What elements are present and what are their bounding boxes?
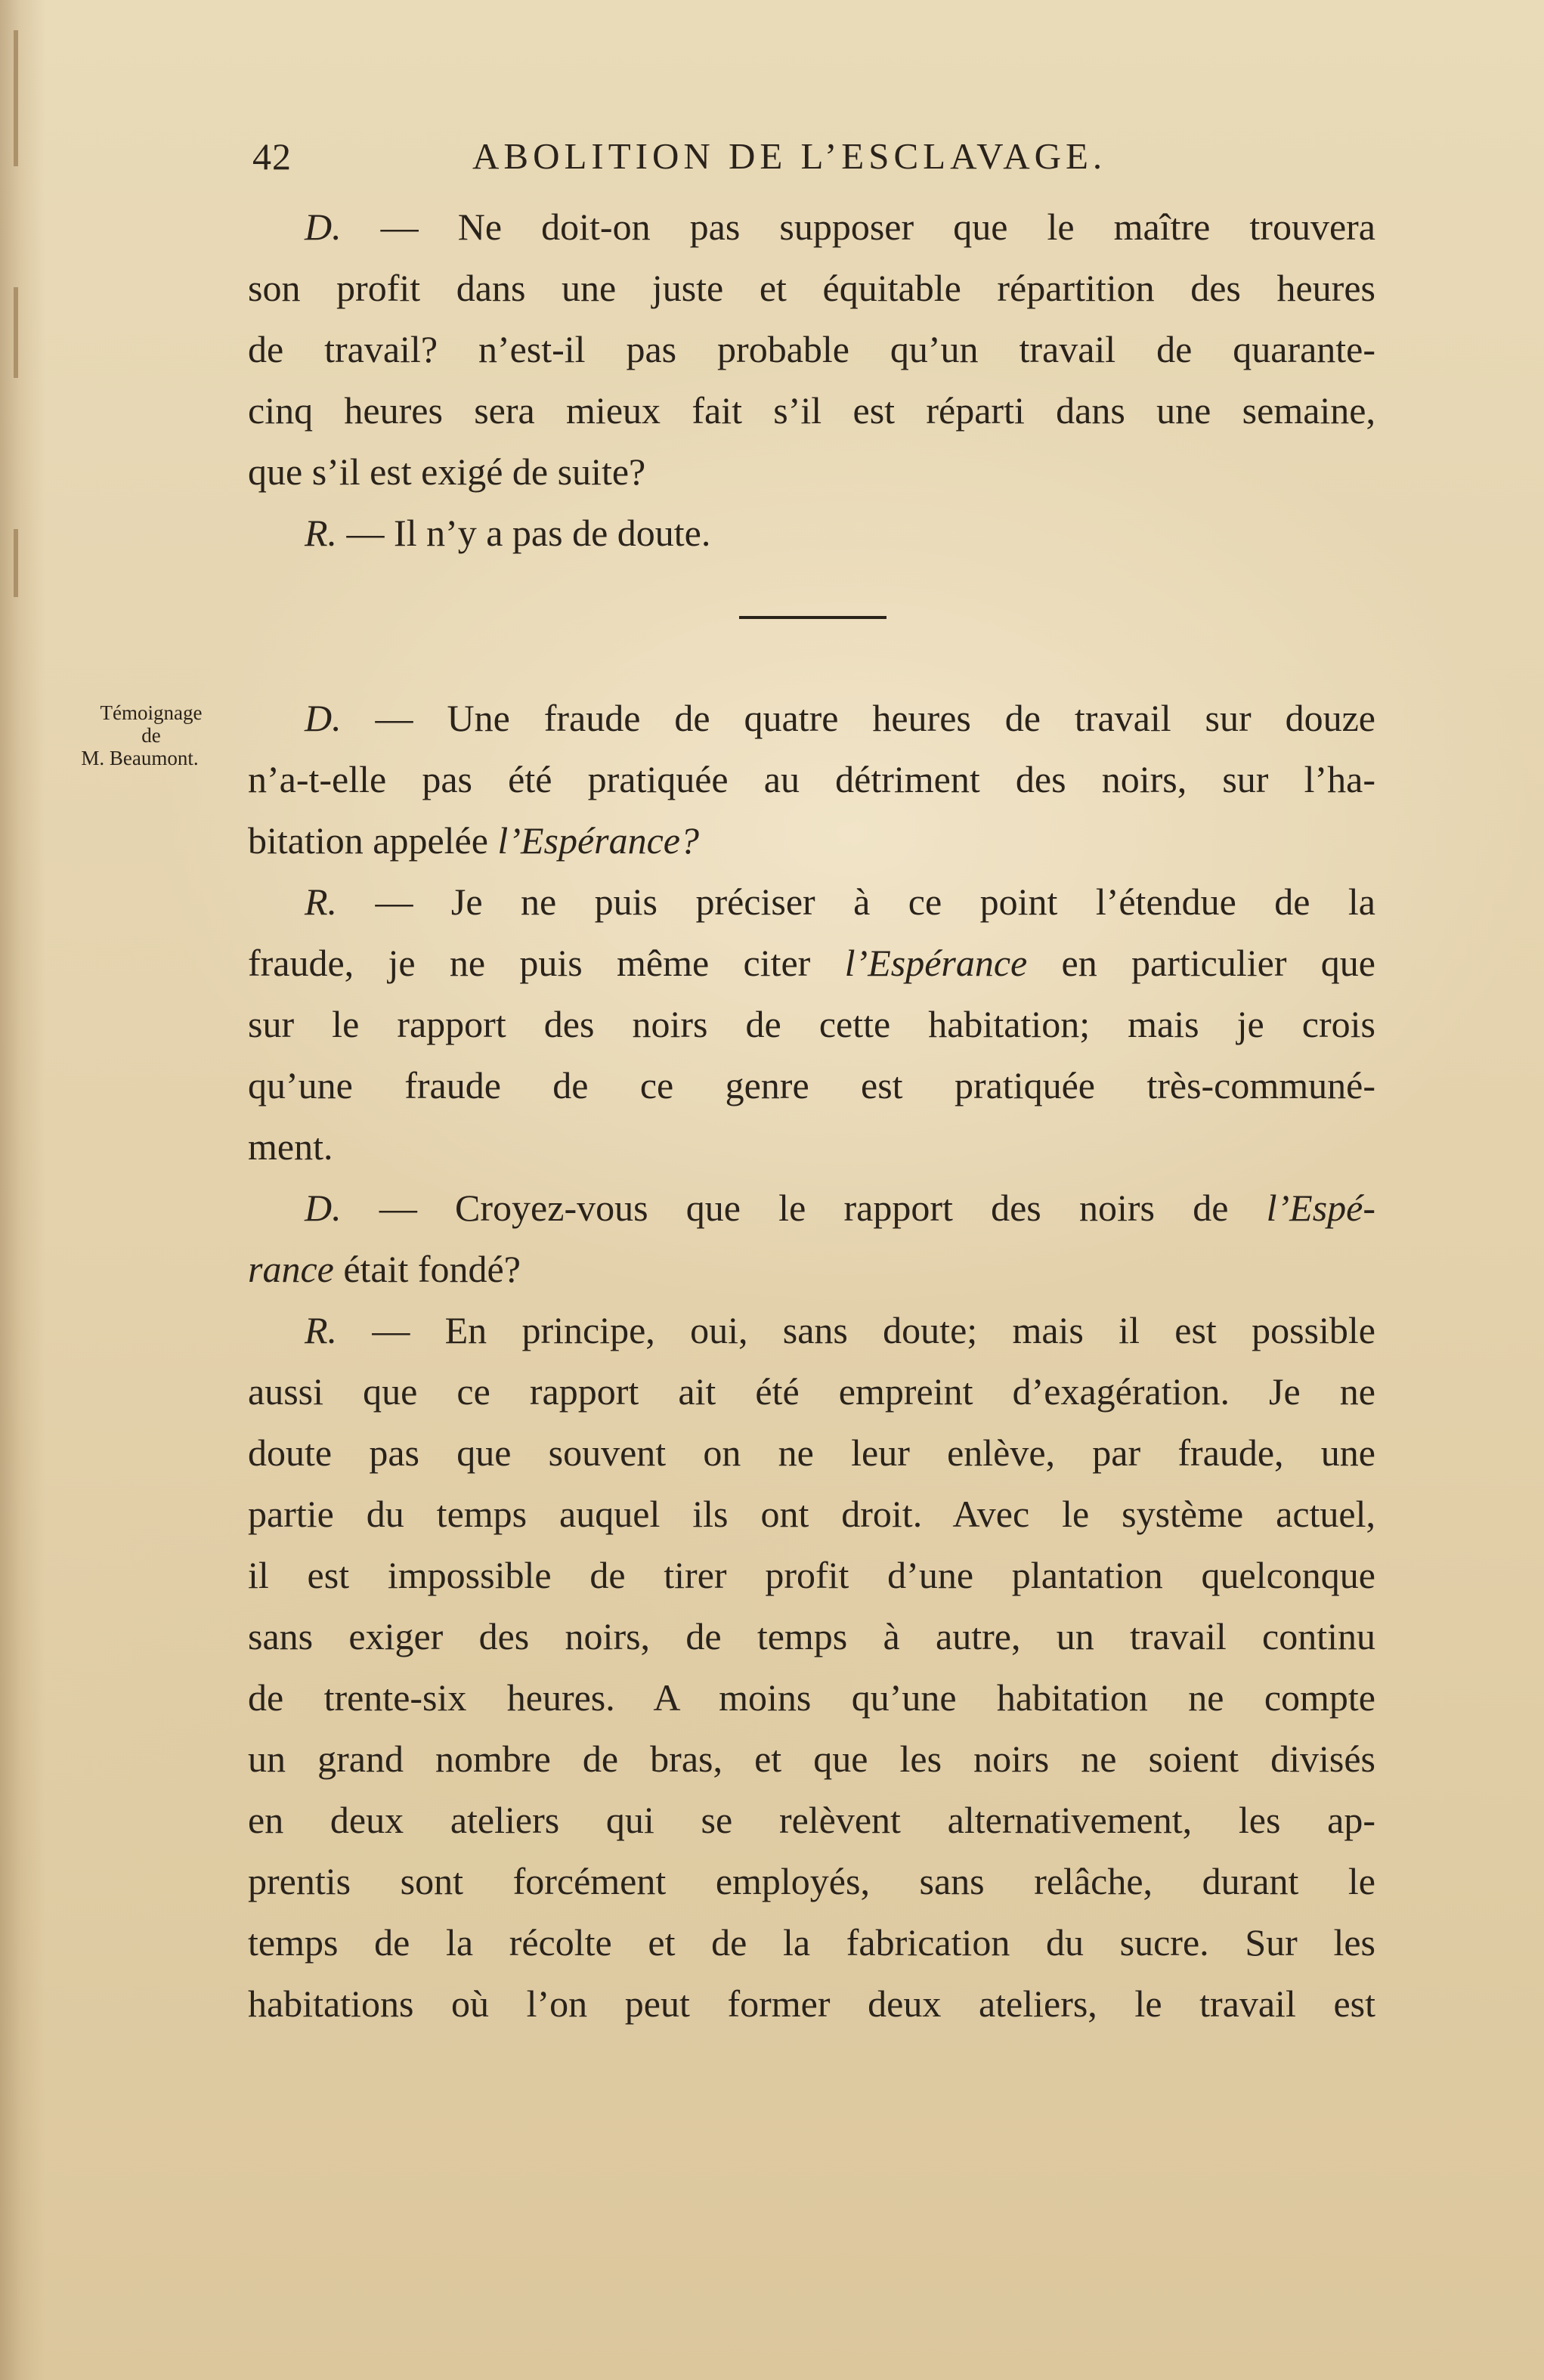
text-line: R. — En principe, oui, sans doute; mais il est possible <box>305 1309 1375 1351</box>
text-line: D. — Une fraude de quatre heures de travail sur douze <box>305 697 1375 739</box>
text-line: en deux ateliers qui se relèvent alternativement, les ap- <box>248 1799 1375 1841</box>
text-line: il est impossible de tirer profit d’une plantation quelconque <box>248 1554 1375 1596</box>
binding-mark <box>14 529 18 597</box>
section-1-text <box>248 197 1375 564</box>
text-line: R. — Je ne puis préciser à ce point l’étendue de la <box>305 881 1375 923</box>
text-line: fraude, je ne puis même citer l’Espérance en particulier que <box>248 942 1375 984</box>
text-line: de travail? n’est-il pas probable qu’un travail de quarante- <box>248 328 1375 370</box>
margin-note-line: de <box>141 724 161 747</box>
text-line: sur le rapport des noirs de cette habitation; mais je crois <box>248 1003 1375 1045</box>
running-title: ABOLITION DE L’ESCLAVAGE. <box>472 135 1107 177</box>
text-line: de trente-six heures. A moins qu’une habitation ne compte <box>248 1676 1375 1719</box>
section-2-text <box>248 688 1375 2035</box>
text-line: son profit dans une juste et équitable répartition des heures <box>248 267 1375 309</box>
text-line: partie du temps auquel ils ont droit. Avec le système actuel, <box>248 1493 1375 1535</box>
text-line: doute pas que souvent on ne leur enlève, par fraude, une <box>248 1431 1375 1474</box>
margin-note-line: M. Beaumont. <box>81 747 199 769</box>
margin-note <box>45 701 227 769</box>
text-line: temps de la récolte et de la fabrication du sucre. Sur les <box>248 1921 1375 1964</box>
text-line: que s’il est exigé de suite? <box>248 450 646 493</box>
text-line: habitations où l’on peut former deux ateliers, le travail est <box>248 1982 1375 2025</box>
text-line: bitation appelée l’Espérance? <box>248 819 699 862</box>
page-spine-shadow <box>0 0 45 2380</box>
text-line: sans exiger des noirs, de temps à autre, un travail continu <box>248 1615 1375 1657</box>
text-line: ment. <box>248 1125 333 1168</box>
binding-mark <box>14 287 18 378</box>
text-line: R. — Il n’y a pas de doute. <box>305 512 711 554</box>
text-line: rance était fondé? <box>248 1248 521 1290</box>
text-line: n’a-t-elle pas été pratiquée au détriment des noirs, sur l’ha- <box>248 758 1375 800</box>
section-divider-rule <box>739 616 886 619</box>
page-number: 42 <box>252 135 292 178</box>
margin-note-line: Témoignage <box>100 701 203 724</box>
text-line: cinq heures sera mieux fait s’il est réparti dans une semaine, <box>248 389 1375 432</box>
running-header <box>0 135 1375 187</box>
text-line: prentis sont forcément employés, sans relâche, durant le <box>248 1860 1375 1902</box>
text-line: un grand nombre de bras, et que les noirs ne soient divisés <box>248 1738 1375 1780</box>
text-line: D. — Croyez-vous que le rapport des noirs de l’Espé- <box>305 1187 1375 1229</box>
text-line: D. — Ne doit-on pas supposer que le maître trouvera <box>305 206 1375 248</box>
text-line: qu’une fraude de ce genre est pratiquée très-communé- <box>248 1064 1375 1106</box>
text-line: aussi que ce rapport ait été empreint d’exagération. Je ne <box>248 1370 1375 1413</box>
